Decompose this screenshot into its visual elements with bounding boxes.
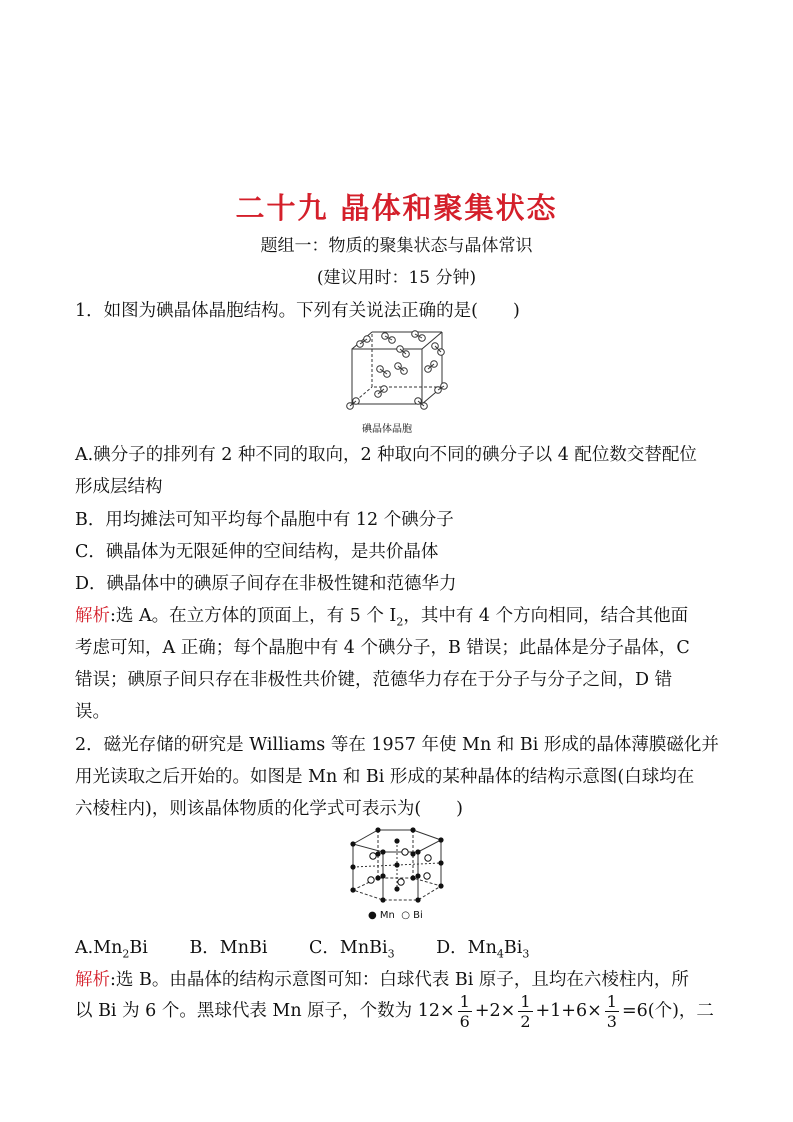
legend-mn: ● Mn — [368, 910, 395, 921]
time-hint: (建议用时：15 分钟) — [316, 268, 477, 288]
legend-bi: ○ Bi — [401, 910, 423, 921]
q1-analysis-line4: 误。 — [75, 702, 110, 722]
q1-analysis-text-a: :选 A。在立方体的顶面上，有 5 个 I — [110, 606, 397, 626]
q1-option-b: B．用均摊法可知平均每个晶胞中有 12 个碘分子 — [75, 510, 454, 530]
figure1-caption: 碘晶体晶胞 — [362, 424, 412, 435]
q1-analysis-line2: 考虑可知，A 正确；每个晶胞中有 4 个碘分子，B 错误；此晶体是分子晶体，C — [75, 638, 690, 658]
analysis-label: 解析 — [75, 606, 110, 626]
q1-option-d: D．碘晶体中的碘原子间存在非极性键和范德华力 — [75, 574, 457, 594]
q2-analysis-text-d: =6(个)，二 — [621, 1001, 714, 1021]
page-title: 二十九 晶体和聚集状态 — [235, 191, 558, 225]
iodine-unit-cell-figure — [340, 324, 455, 419]
q1-option-a-line2: 形成层结构 — [75, 477, 163, 497]
fraction-1-3: $\frac{1}{3}$ — [606, 992, 617, 1031]
q2-analysis-line2 — [75, 992, 714, 1031]
section-subtitle: 题组一：物质的聚集状态与晶体常识 — [260, 236, 533, 256]
fraction-1-6: $\frac{1}{6}$ — [459, 992, 470, 1031]
q1-analysis-line1 — [75, 602, 688, 629]
q2-option-a: $A.Mn_2Bi$ — [75, 938, 148, 961]
q2-options — [75, 934, 565, 961]
fraction-1-2: $\frac{1}{2}$ — [520, 992, 531, 1031]
q1-analysis-subscript: 2 — [396, 615, 404, 629]
q2-option-b: B．MnBi — [189, 938, 268, 958]
q1-stem: 1．如图为碘晶体晶胞结构。下列有关说法正确的是( ) — [75, 301, 520, 321]
analysis-label: 解析 — [75, 970, 110, 990]
q1-analysis-line3: 错误；碘原子间只存在非极性共价键，范德华力存在于分子与分子之间，D 错 — [75, 670, 673, 690]
q2-analysis-text-a: 以 Bi 为 6 个。黑球代表 Mn 原子，个数为 12× — [75, 1001, 455, 1021]
q2-option-d: D．$Mn_4Bi_3$ — [436, 938, 530, 961]
q2-option-c: C．MnBi$_3$ — [309, 938, 395, 961]
q2-analysis-text-b: +2× — [474, 1001, 516, 1021]
mnbi-hexagonal-prism-figure — [343, 822, 453, 910]
figure2-legend — [368, 910, 423, 921]
q2-stem-line2: 用光读取之后开始的。如图是 Mn 和 Bi 形成的某种晶体的结构示意图(白球均在 — [75, 767, 695, 787]
q2-stem-line3: 六棱柱内)，则该晶体物质的化学式可表示为( ) — [75, 799, 463, 819]
q1-option-c: C．碘晶体为无限延伸的空间结构，是共价晶体 — [75, 542, 439, 562]
q2-analysis-text-c: +1+6× — [535, 1001, 602, 1021]
q1-option-a-line1: A.碘分子的排列有 2 种不同的取向，2 种取向不同的碘分子以 4 配位数交替配位 — [75, 445, 697, 465]
q1-analysis-text-b: ，其中有 4 个方向相同，结合其他面 — [403, 606, 689, 626]
q2-stem-line1: 2．磁光存储的研究是 Williams 等在 1957 年使 Mn 和 Bi 形成的晶体薄膜磁化并 — [75, 735, 719, 755]
q2-analysis-line1 — [75, 966, 689, 991]
q2-analysis-text: :选 B。由晶体的结构示意图可知：白球代表 Bi 原子，且均在六棱柱内，所 — [110, 970, 689, 990]
